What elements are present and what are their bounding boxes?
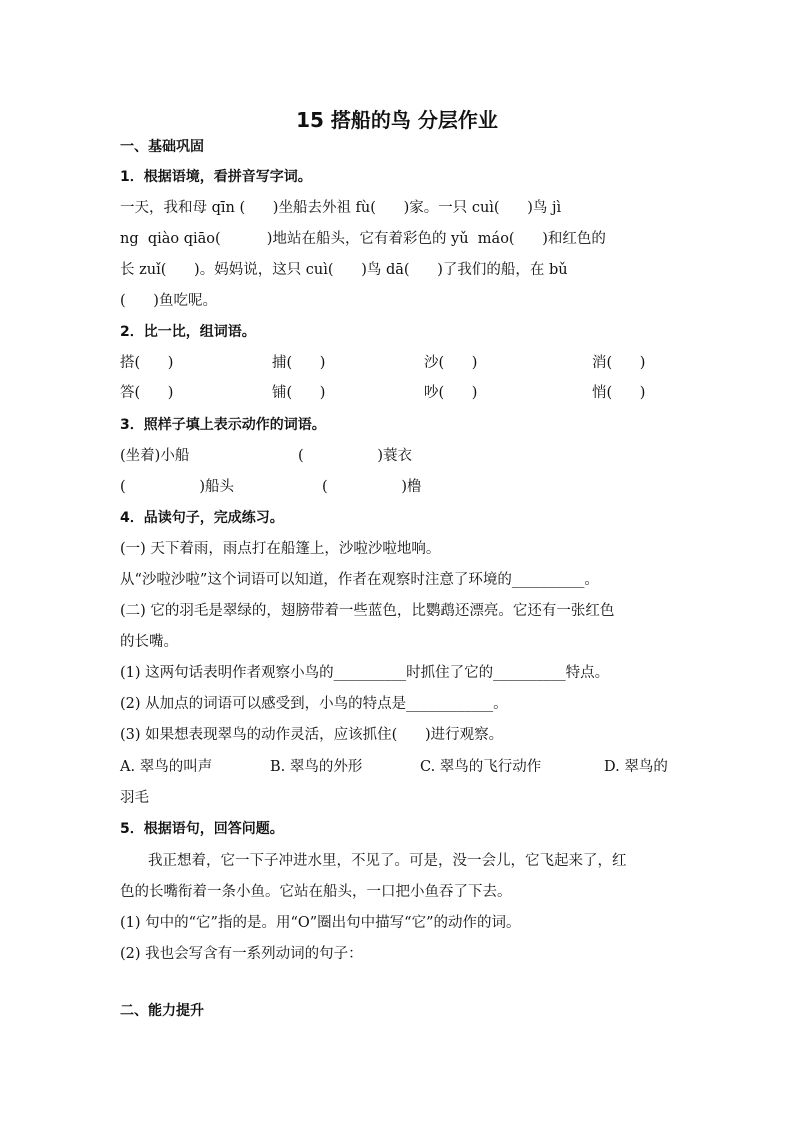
q4-line: (1) 这两句话表明作者观察小鸟的__________时抓住了它的__________特点。	[120, 665, 610, 681]
q2-heading: 2．比一比，组词语。	[120, 324, 256, 340]
q4-option-c: C. 翠鸟的飞行动作	[420, 759, 542, 775]
q2-item: 沙( )	[424, 355, 478, 371]
q5-passage-line: 色的长嘴衔着一条小鱼。它站在船头，一口把小鱼吞了下去。	[120, 884, 512, 900]
q1-line: 长 zuǐ( )。妈妈说，这只 cuì( )鸟 dā( )了我们的船，在 bǔ	[120, 262, 568, 278]
q4-option-b: B. 翠鸟的外形	[270, 759, 363, 775]
q2-item: 答( )	[120, 385, 174, 401]
q1-line: ( )鱼吃呢。	[120, 293, 217, 309]
q2-item: 悄( )	[592, 385, 646, 401]
q3-item: ( )蓑衣	[298, 448, 413, 464]
q5-passage-line: 我正想着，它一下子冲进水里，不见了。可是，没一会儿，它飞起来了，红	[148, 853, 627, 869]
page-title: 15 搭船的鸟 分层作业	[296, 108, 498, 132]
q5-heading: 5．根据语句，回答问题。	[120, 821, 284, 837]
q1-heading: 1．根据语境，看拼音写字词。	[120, 169, 312, 185]
q3-heading: 3．照样子填上表示动作的词语。	[120, 417, 326, 433]
q2-item: 捕( )	[272, 355, 326, 371]
q4-option-d: D. 翠鸟的	[604, 759, 668, 775]
q3-item: ( )橹	[322, 479, 422, 495]
q1-line: 一天，我和母 qīn ( )坐船去外祖 fù( )家。一只 cuì( )鸟 jì	[120, 200, 562, 216]
q4-line: (3) 如果想表现翠鸟的动作灵活，应该抓住( )进行观察。	[120, 727, 504, 743]
q4-option-d-continued: 羽毛	[120, 790, 149, 806]
q4-line: 从“沙啦沙啦”这个词语可以知道，作者在观察时注意了环境的__________。	[120, 572, 599, 588]
q2-item: 吵( )	[424, 385, 478, 401]
q5-subquestion: (1) 句中的“它”指的是。用“O”圈出句中描写“它”的动作的词。	[120, 915, 521, 931]
q5-subquestion: (2) 我也会写含有一系列动词的句子：	[120, 946, 363, 962]
q2-item: 搭( )	[120, 355, 174, 371]
q1-line: ng qiào qiāo( )地站在船头，它有着彩色的 yǔ máo( )和红色的	[120, 231, 606, 247]
q4-line: (二) 它的羽毛是翠绿的，翅膀带着一些蓝色，比鹦鹉还漂亮。它还有一张红色	[120, 603, 615, 619]
q3-item: ( )船头	[120, 479, 235, 495]
q4-line: 的长嘴。	[120, 634, 178, 650]
q2-item: 铺( )	[272, 385, 326, 401]
section-heading-advanced: 二、能力提升	[120, 1003, 204, 1019]
q4-line: (一) 天下着雨，雨点打在船篷上，沙啦沙啦地响。	[120, 541, 441, 557]
q4-option-a: A. 翠鸟的叫声	[120, 759, 213, 775]
q3-item: (坐着)小船	[120, 448, 190, 464]
section-heading-basic: 一、基础巩固	[120, 139, 204, 155]
q4-line: (2) 从加点的词语可以感受到，小鸟的特点是____________。	[120, 696, 508, 712]
q4-heading: 4．品读句子，完成练习。	[120, 510, 284, 526]
q2-item: 消( )	[592, 355, 646, 371]
